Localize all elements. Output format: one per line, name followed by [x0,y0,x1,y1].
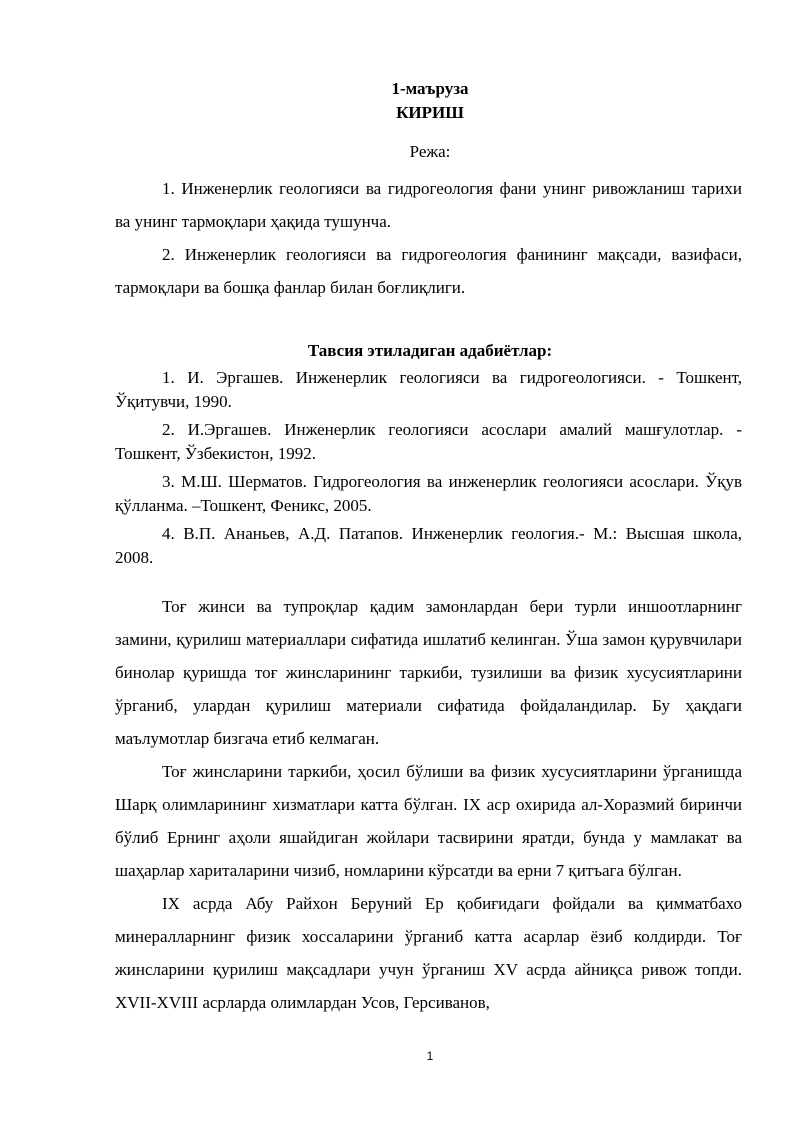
references-list [115,366,742,574]
body-paragraph: Тоғ жинсларини таркиби, ҳосил бўлиши ва физик хусусиятларини ўрганишда Шарқ олимларининг хизматлари катта бўлган. IX аср охирида ал-Хоразмий биринчи бўлиб Ернинг аҳоли яшайдиган жойлари тасвирини яратди, бунда у мамлакат ва шаҳарлар хариталарини чизиб, номларини кўрсатди ва ерни 7 қитъага бўлган. [115,762,742,880]
reference-item: 3. М.Ш. Шерматов. Гидрогеология ва инженерлик геологияси асослари. Ўқув қўлланма. –Тошкент, Феникс, 2005. [115,472,742,515]
page-number: 1 [426,1049,434,1063]
body-paragraph: Тоғ жинси ва тупроқлар қадим замонлардан бери турли иншоотларнинг замини, қурилиш материаллари сифатида ишлатиб келинган. Ўша замон қурувчилари бинолар қуришда тоғ жинсларининг таркиби, тузилиши ва физик хусусиятларини ўрганиб, улардан қурилиш материали сифатида фойдаландилар. Бу ҳақдаги маълумотлар бизгача етиб келмаган. [115,597,742,748]
plan-list [115,172,742,304]
references-title: Тавсия этиладиган адабиётлар: [307,341,553,360]
reference-item: 1. И. Эргашев. Инженерлик геологияси ва гидрогеологияси. - Тошкент, Ўқитувчи, 1990. [115,368,742,411]
main-text [115,590,742,1019]
reference-item: 2. И.Эргашев. Инженерлик геологияси асослари амалий машғулотлар. - Тошкент, Ўзбекистон, 1992. [115,420,742,463]
page-title: КИРИШ [396,103,464,122]
lecture-number: 1-маъруза [391,79,469,98]
reference-item: 4. В.П. Ананьев, А.Д. Патапов. Инженерлик геология.- М.: Высшая школа, 2008. [115,524,742,567]
plan-title: Режа: [409,142,451,161]
body-paragraph: IX асрда Абу Райхон Беруний Ер қобиғидаги фойдали ва қимматбахо минералларнинг физик хоссаларини ўрганиб катта асарлар ёзиб колдирди. Тоғ жинсларини қурилиш мақсадлари учун ўрганиш XV асрда айниқса ривож топди. XVII-XVIII асрларда олимлардан Усов, Герсиванов, [115,894,742,1012]
plan-item: 1. Инженерлик геологияси ва гидрогеология фани унинг ривожланиш тарихи ва унинг тармоқлари ҳақида тушунча. [115,179,742,231]
plan-item: 2. Инженерлик геологияси ва гидрогеология фанининг мақсади, вазифаси, тармоқлари ва бошқа фанлар билан боғлиқлиги. [115,245,742,297]
